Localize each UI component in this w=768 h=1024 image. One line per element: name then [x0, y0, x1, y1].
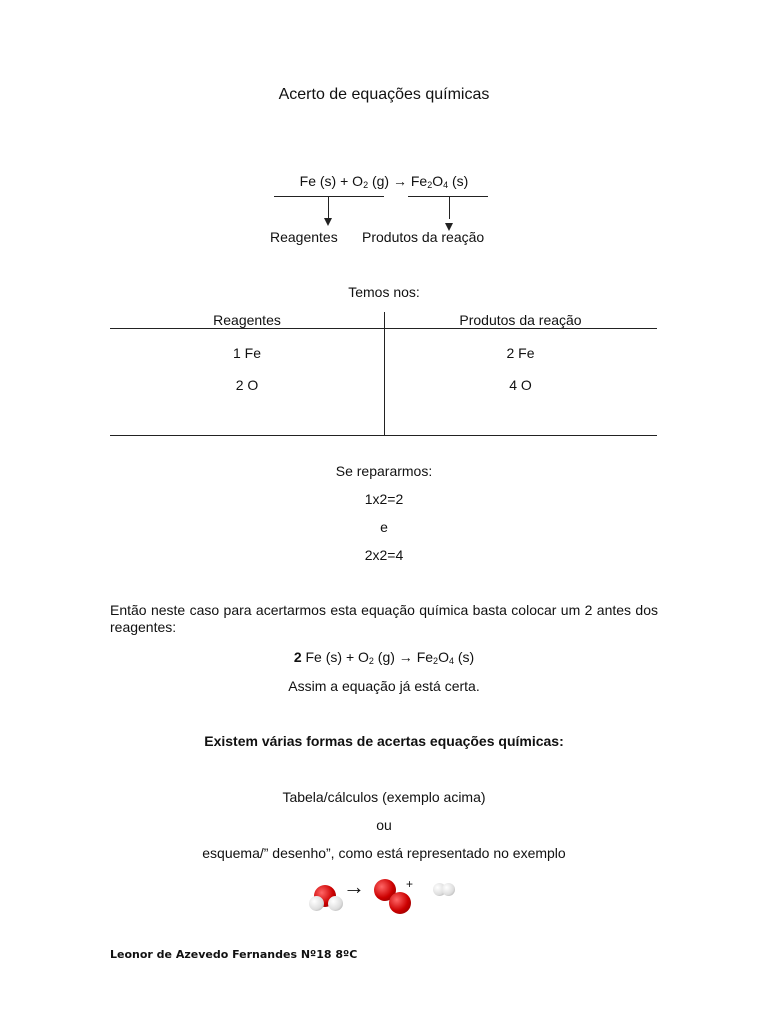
eq2-lhs: Fe (s) + O [301, 649, 369, 665]
table-cell: 2 Fe [506, 345, 535, 361]
table-divider [384, 312, 385, 436]
table-cell: 4 O [509, 377, 532, 393]
assim-text: Assim a equação já está certa. [288, 678, 480, 694]
equation-1 [0, 173, 768, 189]
water-hydrogen-atom-right [328, 896, 343, 911]
eq2-rhs: (s) [453, 649, 475, 665]
reparar-line-3: 2x2=4 [364, 547, 404, 563]
label-produtos: Produtos da reação [362, 229, 485, 245]
water-hydrogen-atom-left [309, 896, 324, 911]
label-reagentes: Reagentes [270, 229, 338, 245]
eq2-sub2: 4 [448, 656, 454, 666]
reagentes-arrow-line [328, 197, 329, 219]
table-header-reagentes: Reagentes [213, 312, 281, 328]
reaction-arrow: → [343, 874, 365, 899]
equation-2 [0, 649, 768, 665]
eq2-lhs-sub: 2 [368, 656, 374, 666]
hydrogen-atom-2 [442, 883, 455, 896]
table-cell: 1 Fe [232, 345, 261, 361]
formas-line-2: ou [376, 817, 392, 833]
explanation-paragraph: Então neste caso para acertarmos esta equação química basta colocar um 2 antes dos reagentes: [110, 602, 658, 635]
reagentes-underline [274, 196, 384, 197]
reparar-line-2: e [380, 519, 388, 535]
formas-line-1: Tabela/cálculos (exemplo acima) [282, 789, 486, 805]
reagentes-arrow-head [324, 218, 332, 226]
produtos-arrow-line [449, 197, 450, 219]
eq1-sub2: 4 [443, 180, 449, 190]
table-cell: 2 O [235, 377, 259, 393]
eq1-lhs: Fe (s) + O [299, 173, 364, 189]
eq1-o: O [432, 173, 444, 189]
eq2-coefficient: 2 [293, 649, 302, 665]
oxygen-atom-2 [389, 892, 411, 914]
eq2-mid: (g) → Fe [373, 649, 434, 665]
eq2-o: O [438, 649, 449, 665]
eq1-sub1: 2 [427, 180, 433, 190]
eq1-mid: (g) → Fe [368, 173, 428, 189]
formas-line-3: esquema/” desenho”, como está representado no exemplo [202, 845, 566, 861]
table-bottom-rule [110, 435, 657, 436]
author-footer: Leonor de Azevedo Fernandes Nº18 8ºC [110, 948, 358, 961]
temos-nos-text: Temos nos: [348, 284, 420, 300]
produtos-underline [408, 196, 488, 197]
existem-heading: Existem várias formas de acertas equações químicas: [204, 733, 564, 749]
eq1-lhs-sub: 2 [363, 180, 369, 190]
table-header-produtos: Produtos da reação [459, 312, 582, 328]
eq2-sub1: 2 [433, 656, 439, 666]
page-title: Acerto de equações químicas [278, 86, 490, 103]
eq1-rhs: (s) [448, 173, 469, 189]
plus-sign: + [406, 877, 414, 891]
reparar-line-1: 1x2=2 [364, 491, 404, 507]
reparar-heading: Se repararmos: [335, 463, 433, 479]
